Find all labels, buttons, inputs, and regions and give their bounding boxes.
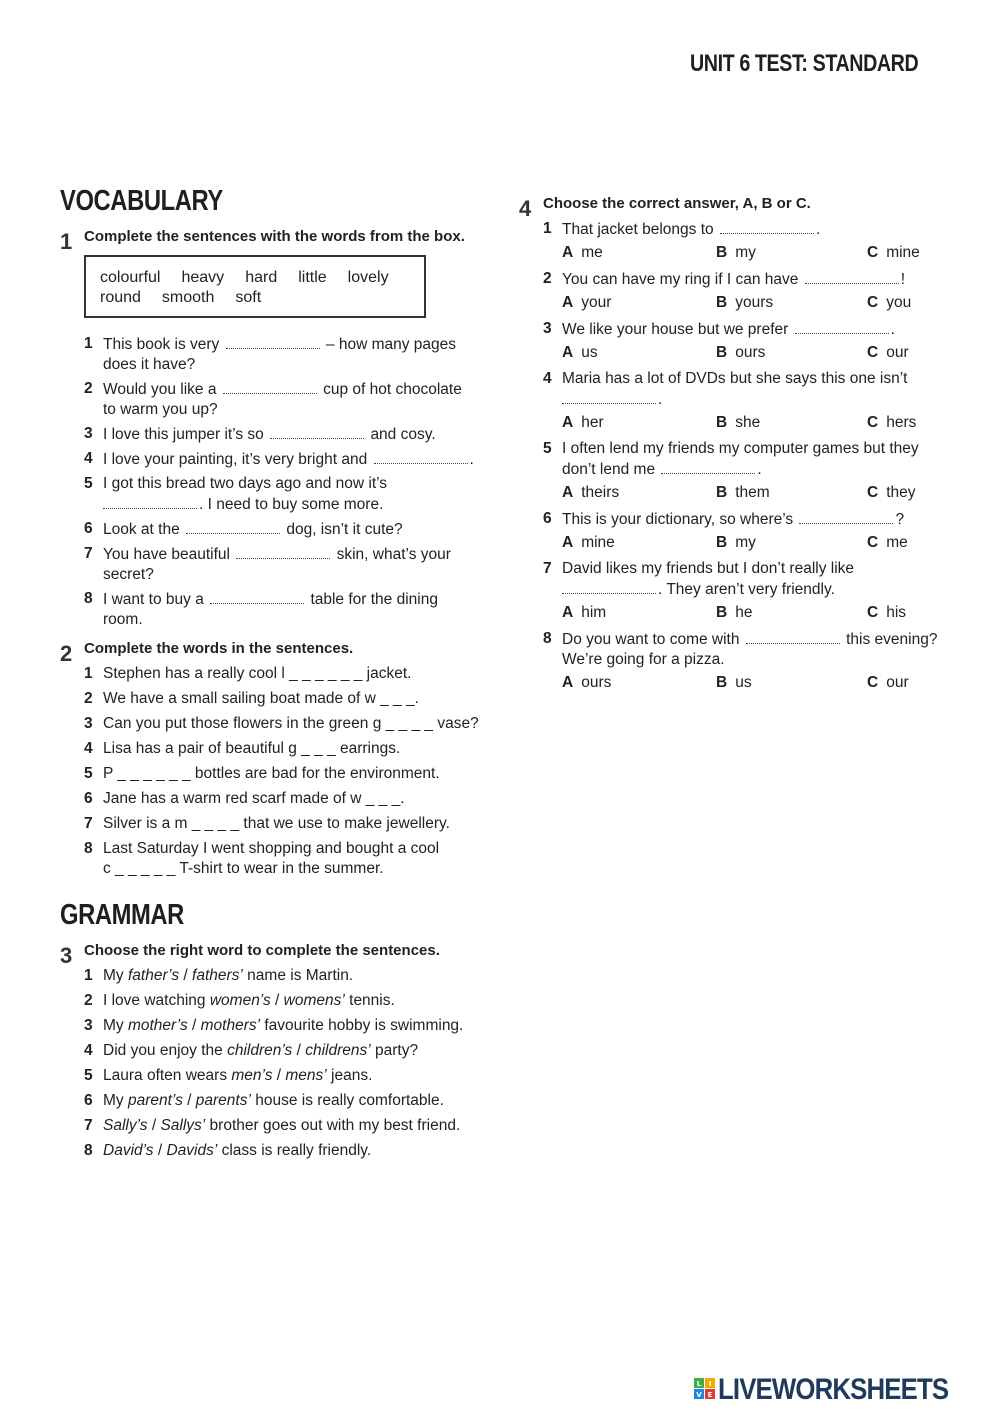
option-c[interactable]: C his xyxy=(867,604,907,621)
option-a[interactable]: A your xyxy=(562,294,612,311)
answer-gap[interactable] xyxy=(374,449,468,464)
answer-gap[interactable] xyxy=(799,509,893,524)
item-text: Maria has a lot of DVDs but she says this one isn’t xyxy=(562,370,908,387)
word: soft xyxy=(235,289,262,306)
option-a[interactable]: A theirs xyxy=(562,484,620,501)
item-text: ! xyxy=(900,271,905,288)
logo-text: LIVEWORKSHEETS xyxy=(718,1373,949,1406)
item-text: favourite hobby is swimming. xyxy=(260,1017,464,1034)
option-b[interactable]: B my xyxy=(716,534,756,551)
option-b[interactable]: B them xyxy=(716,484,770,501)
word: colourful xyxy=(100,269,161,286)
option-b[interactable]: B my xyxy=(716,244,756,261)
option-a[interactable]: A me xyxy=(562,244,603,261)
choice-option[interactable]: parents’ xyxy=(195,1092,251,1109)
unit-title: UNIT 6 TEST: STANDARD xyxy=(690,50,919,77)
item-text: Laura often wears xyxy=(103,1067,232,1084)
choice-option[interactable]: father’s xyxy=(127,967,180,984)
item-text: Would you like a xyxy=(103,381,217,398)
item-number: 3 xyxy=(84,715,93,732)
answer-gap[interactable] xyxy=(562,579,656,594)
item-number: 6 xyxy=(543,510,552,527)
item-text: to warm you up? xyxy=(103,401,218,418)
item-text: I got this bread two days ago and now it’s xyxy=(103,475,388,492)
choice-option[interactable]: Sally’s xyxy=(103,1117,148,1134)
item-text: Lisa has a pair of beautiful g _ _ _ earrings. xyxy=(103,740,401,757)
item-text: I often lend my friends my computer games but they xyxy=(562,440,919,457)
item-text: Look at the xyxy=(103,521,180,538)
item-number: 3 xyxy=(84,1017,93,1034)
item-text: I love your painting, it’s very bright and xyxy=(103,451,368,468)
item-text: brother goes out with my best friend. xyxy=(205,1117,461,1134)
choice-option[interactable]: parent’s xyxy=(127,1092,183,1109)
item-text: name is Martin. xyxy=(242,967,354,984)
item-number: 4 xyxy=(84,740,93,757)
answer-gap[interactable] xyxy=(226,334,320,349)
logo-mark-letter: E xyxy=(707,1391,713,1399)
item-number: 5 xyxy=(84,765,93,782)
item-text: . xyxy=(469,451,474,468)
item-text: My xyxy=(103,1017,128,1034)
choice-separator: / xyxy=(179,967,193,984)
option-b[interactable]: B ours xyxy=(716,344,766,361)
exercise-number: 2 xyxy=(60,641,73,666)
item-number: 3 xyxy=(84,425,93,442)
choice-option[interactable]: mothers’ xyxy=(200,1017,261,1034)
item-text: Stephen has a really cool l _ _ _ _ _ _ jacket. xyxy=(103,665,412,682)
item-text: Silver is a m _ _ _ _ that we use to make jewellery. xyxy=(103,815,450,832)
item-text: We have a small sailing boat made of w _ _ _. xyxy=(103,690,419,707)
item-number: 3 xyxy=(543,320,552,337)
word-box xyxy=(84,255,426,318)
option-b[interactable]: B she xyxy=(716,414,761,431)
item-text: I love this jumper it’s so xyxy=(103,426,264,443)
item-text: My xyxy=(103,1092,128,1109)
option-a[interactable]: A him xyxy=(562,604,607,621)
item-text: Did you enjoy the xyxy=(103,1042,228,1059)
option-a[interactable]: A her xyxy=(562,414,604,431)
item-number: 7 xyxy=(84,815,93,832)
item-text: dog, isn’t it cute? xyxy=(286,521,403,538)
item-text: class is really friendly. xyxy=(217,1142,372,1159)
exercise-instruction: Choose the right word to complete the sentences. xyxy=(84,942,440,959)
exercise-instruction: Complete the words in the sentences. xyxy=(84,640,354,657)
choice-option[interactable]: mens’ xyxy=(285,1067,327,1084)
item-text: ? xyxy=(895,511,905,528)
choice-separator: / xyxy=(147,1117,161,1134)
option-b[interactable]: B yours xyxy=(716,294,774,311)
word: smooth xyxy=(161,289,215,306)
item-text: secret? xyxy=(103,566,154,583)
item-number: 1 xyxy=(543,220,552,237)
option-b[interactable]: B us xyxy=(716,674,752,691)
option-c[interactable]: C mine xyxy=(867,244,920,261)
item-number: 5 xyxy=(543,440,552,457)
item-number: 1 xyxy=(84,665,93,682)
item-number: 1 xyxy=(84,967,93,984)
item-text: . xyxy=(757,461,762,478)
option-a[interactable]: A us xyxy=(562,344,598,361)
exercise-number: 3 xyxy=(60,943,73,968)
item-number: 8 xyxy=(84,1142,93,1159)
item-number: 8 xyxy=(84,840,93,857)
word-box-row xyxy=(100,289,282,307)
item-text: . xyxy=(658,391,663,408)
choice-option[interactable]: childrens’ xyxy=(305,1042,371,1059)
choice-option[interactable]: Davids’ xyxy=(166,1142,218,1159)
choice-option[interactable]: David’s xyxy=(103,1142,154,1159)
choice-option[interactable]: men’s xyxy=(231,1067,273,1084)
item-text: Do you want to come with xyxy=(562,631,740,648)
item-text: We like your house but we prefer xyxy=(562,321,789,338)
answer-gap[interactable] xyxy=(795,319,889,334)
choice-separator: / xyxy=(182,1092,196,1109)
item-text: My xyxy=(103,967,128,984)
logo-mark-letter: I xyxy=(708,1380,712,1388)
item-text: This book is very xyxy=(103,336,220,353)
word-box-row xyxy=(100,269,410,287)
option-b[interactable]: B he xyxy=(716,604,753,621)
item-text: and cosy. xyxy=(370,426,436,443)
exercise-number: 1 xyxy=(60,229,73,254)
answer-gap[interactable] xyxy=(186,519,280,534)
item-text: That jacket belongs to xyxy=(562,221,714,238)
item-text: cup of hot chocolate xyxy=(323,381,462,398)
answer-gap[interactable] xyxy=(720,219,814,234)
word: hard xyxy=(245,269,278,286)
exercise-instruction: Complete the sentences with the words from the box. xyxy=(84,228,465,245)
word: round xyxy=(100,289,141,306)
item-number: 7 xyxy=(543,560,552,577)
item-text: You have beautiful xyxy=(103,546,230,563)
item-text: skin, what’s your xyxy=(336,546,451,563)
word: heavy xyxy=(181,269,225,286)
item-number: 8 xyxy=(84,590,93,607)
item-text: don’t lend me xyxy=(562,461,656,478)
exercise-number: 4 xyxy=(519,196,532,221)
item-text: This is your dictionary, so where’s xyxy=(562,511,794,528)
option-c[interactable]: C our xyxy=(867,344,909,361)
choice-option[interactable]: mother’s xyxy=(127,1017,188,1034)
logo-mark-letter: V xyxy=(696,1391,702,1399)
choice-separator: / xyxy=(292,1042,306,1059)
item-text: room. xyxy=(103,611,143,628)
item-number: 2 xyxy=(84,992,93,1009)
item-number: 4 xyxy=(84,1042,93,1059)
option-c[interactable]: C you xyxy=(867,294,912,311)
item-text: You can have my ring if I can have xyxy=(562,271,799,288)
choice-separator: / xyxy=(187,1017,201,1034)
word: little xyxy=(298,269,327,286)
item-number: 1 xyxy=(84,335,93,352)
choice-option[interactable]: children’s xyxy=(227,1042,293,1059)
grammar-heading: GRAMMAR xyxy=(60,899,184,931)
item-text: Jane has a warm red scarf made of w _ _ _. xyxy=(103,790,405,807)
exercise-instruction: Choose the correct answer, A, B or C. xyxy=(543,195,811,212)
item-text: house is really comfortable. xyxy=(250,1092,444,1109)
option-c[interactable]: C they xyxy=(867,484,916,501)
logo-mark-letter: L xyxy=(696,1380,702,1388)
item-number: 8 xyxy=(543,630,552,647)
option-a[interactable]: A mine xyxy=(562,534,615,551)
choice-option[interactable]: women’s xyxy=(209,992,271,1009)
item-text: this evening? xyxy=(846,631,938,648)
item-text: I want to buy a xyxy=(103,591,204,608)
answer-gap[interactable] xyxy=(661,459,755,474)
option-c[interactable]: C our xyxy=(867,674,909,691)
answer-gap[interactable] xyxy=(270,424,364,439)
item-number: 6 xyxy=(84,1092,93,1109)
item-text: P _ _ _ _ _ _ bottles are bad for the environment. xyxy=(103,765,440,782)
choice-separator: / xyxy=(272,1067,286,1084)
item-text: Last Saturday I went shopping and bought a cool xyxy=(103,840,440,857)
answer-gap[interactable] xyxy=(236,544,330,559)
answer-gap[interactable] xyxy=(103,494,197,509)
item-text: . xyxy=(815,221,821,238)
item-text: . I need to buy some more. xyxy=(199,496,384,513)
item-text: c _ _ _ _ _ T-shirt to wear in the summer. xyxy=(103,860,384,877)
item-number: 4 xyxy=(543,370,552,387)
option-a[interactable]: A ours xyxy=(562,674,612,691)
item-text: . They aren’t very friendly. xyxy=(658,581,835,598)
word: lovely xyxy=(347,269,389,286)
choice-option[interactable]: Sallys’ xyxy=(160,1117,206,1134)
answer-gap[interactable] xyxy=(746,629,840,644)
item-number: 2 xyxy=(84,380,93,397)
item-text: . xyxy=(890,321,895,338)
liveworksheets-logo[interactable] xyxy=(694,1373,990,1405)
item-number: 2 xyxy=(543,270,552,287)
answer-gap[interactable] xyxy=(223,379,317,394)
item-text: jeans. xyxy=(326,1067,373,1084)
option-c[interactable]: C me xyxy=(867,534,908,551)
item-text: David likes my friends but I don’t really like xyxy=(562,560,855,577)
item-number: 7 xyxy=(84,545,93,562)
answer-gap[interactable] xyxy=(805,269,899,284)
choice-option[interactable]: womens’ xyxy=(283,992,345,1009)
item-text: table for the dining xyxy=(310,591,438,608)
item-text: does it have? xyxy=(103,356,196,373)
vocabulary-heading: VOCABULARY xyxy=(60,185,223,217)
item-text: tennis. xyxy=(344,992,395,1009)
item-number: 2 xyxy=(84,690,93,707)
item-number: 5 xyxy=(84,1067,93,1084)
item-number: 6 xyxy=(84,520,93,537)
choice-option[interactable]: fathers’ xyxy=(192,967,243,984)
item-text: – how many pages xyxy=(325,336,457,353)
item-number: 6 xyxy=(84,790,93,807)
item-number: 7 xyxy=(84,1117,93,1134)
item-text: I love watching xyxy=(103,992,210,1009)
answer-gap[interactable] xyxy=(562,389,656,404)
option-c[interactable]: C hers xyxy=(867,414,917,431)
item-number: 4 xyxy=(84,450,93,467)
item-text: Can you put those flowers in the green g _ _ _ _ vase? xyxy=(103,715,479,732)
item-number: 5 xyxy=(84,475,93,492)
answer-gap[interactable] xyxy=(210,589,304,604)
choice-separator: / xyxy=(153,1142,167,1159)
item-text: party? xyxy=(370,1042,419,1059)
item-text: We’re going for a pizza. xyxy=(562,651,725,668)
live-logo-icon xyxy=(694,1378,716,1400)
choice-separator: / xyxy=(270,992,284,1009)
